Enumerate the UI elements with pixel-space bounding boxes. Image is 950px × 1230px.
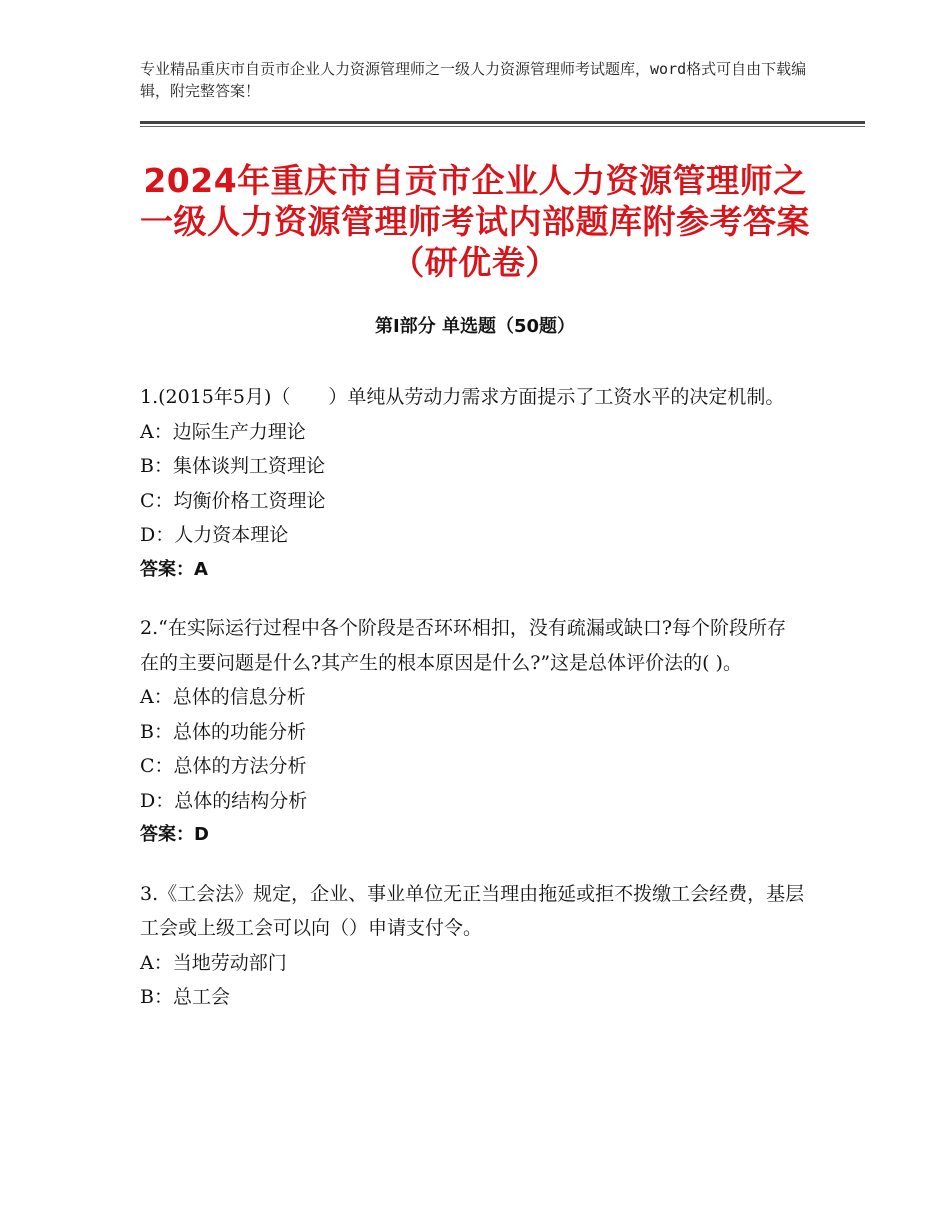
option-b: B：总工会 (140, 986, 230, 1008)
question-2 (140, 611, 805, 853)
answer: 答案：D (140, 824, 209, 845)
answer: 答案：A (140, 558, 208, 580)
option-c: C：总体的方法分析 (140, 755, 307, 777)
question-1 (140, 380, 805, 587)
option-a: A：当地劳动部门 (140, 951, 287, 974)
question-stem: 3.《工会法》规定，企业、事业单位无正当理由拖延或拒不拨缴工会经费，基层工会或上级工会可以向（）申请支付令。 (140, 882, 805, 939)
question-3 (140, 877, 805, 1015)
option-c: C：均衡价格工资理论 (140, 489, 326, 512)
option-b: B：总体的功能分析 (140, 720, 306, 743)
header-divider-thick (140, 121, 865, 124)
option-d: D：人力资本理论 (140, 524, 289, 546)
question-stem: 1.(2015年5月)（ ）单纯从劳动力需求方面提示了工资水平的决定机制。 (140, 386, 785, 408)
question-stem: 2.“在实际运行过程中各个阶段是否环环相扣，没有疏漏或缺口?每个阶段所存在的主要问题是什么?其产生的根本原因是什么?”这是总体评价法的( )。 (140, 617, 787, 674)
option-d: D：总体的结构分析 (140, 789, 308, 812)
question-list (140, 380, 805, 1039)
option-a: A：总体的信息分析 (140, 686, 306, 708)
document-title: 2024年重庆市自贡市企业人力资源管理师之一级人力资源管理师考试内部题库附参考答案（研优卷） (140, 161, 810, 282)
header-note: 专业精品重庆市自贡市企业人力资源管理师之一级人力资源管理师考试题库，word格式可自由下载编辑，附完整答案！ (140, 60, 807, 100)
section-title: 第Ⅰ部分 单选题（50题） (374, 316, 575, 337)
header-divider-thin (140, 126, 865, 127)
option-a: A：边际生产力理论 (140, 420, 306, 443)
option-b: B：集体谈判工资理论 (140, 455, 325, 477)
